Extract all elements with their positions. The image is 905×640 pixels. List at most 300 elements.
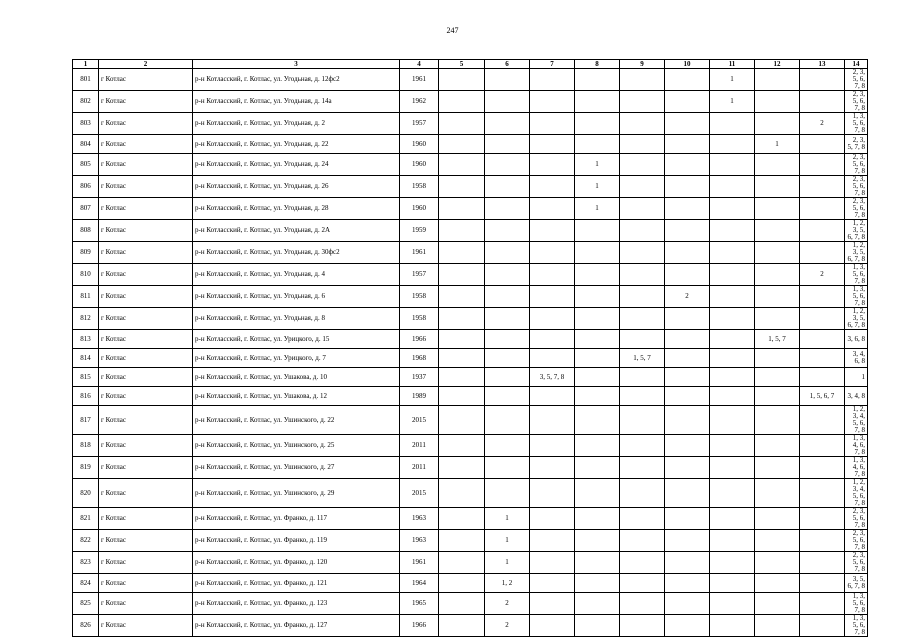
table-cell-col-7 xyxy=(530,176,575,198)
table-cell-col-12: 1 xyxy=(755,135,800,154)
table-cell-col-11 xyxy=(710,387,755,406)
table-cell-col-10 xyxy=(665,308,710,330)
table-cell-col-10 xyxy=(665,457,710,479)
table-cell-col-7 xyxy=(530,154,575,176)
table-cell-col-3: р-н Котласский, г. Котлас, ул. Франко, д. 119 xyxy=(193,530,400,552)
table-cell-col-1: 816 xyxy=(73,387,99,406)
table-cell-col-4: 1957 xyxy=(400,264,439,286)
column-header-11: 11 xyxy=(710,60,755,69)
table-cell-col-10 xyxy=(665,552,710,574)
table-cell-col-4: 1961 xyxy=(400,552,439,574)
table-cell-col-8 xyxy=(575,530,620,552)
table-cell-col-3: р-н Котласский, г. Котлас, ул. Угодьная, д. 8 xyxy=(193,308,400,330)
table-cell-col-3: р-н Котласский, г. Котлас, ул. Урицкого, д. 7 xyxy=(193,349,400,368)
table-cell-col-5 xyxy=(439,615,485,637)
table-cell-col-4: 1966 xyxy=(400,615,439,637)
table-cell-col-10 xyxy=(665,176,710,198)
table-cell-col-7 xyxy=(530,435,575,457)
table-cell-col-5 xyxy=(439,435,485,457)
table-row xyxy=(73,113,868,135)
table-row xyxy=(73,91,868,113)
table-cell-col-2: г Котлас xyxy=(99,242,193,264)
table-cell-col-9 xyxy=(620,615,665,637)
table-cell-col-10 xyxy=(665,530,710,552)
table-cell-col-1: 823 xyxy=(73,552,99,574)
table-cell-col-7 xyxy=(530,615,575,637)
table-cell-col-12 xyxy=(755,615,800,637)
table-row xyxy=(73,435,868,457)
table-cell-col-1: 804 xyxy=(73,135,99,154)
table-cell-col-9 xyxy=(620,457,665,479)
table-cell-col-14: 1, 3, 4, 6, 7, 8 xyxy=(845,457,868,479)
table-cell-col-13 xyxy=(800,530,845,552)
table-cell-col-10 xyxy=(665,69,710,91)
table-cell-col-1: 813 xyxy=(73,330,99,349)
table-cell-col-7 xyxy=(530,113,575,135)
table-cell-col-9 xyxy=(620,264,665,286)
table-cell-col-6 xyxy=(485,176,530,198)
table-cell-col-10: 2 xyxy=(665,286,710,308)
table-cell-col-3: р-н Котласский, г. Котлас, ул. Ушинского, д. 25 xyxy=(193,435,400,457)
table-cell-col-7 xyxy=(530,574,575,593)
table-row xyxy=(73,574,868,593)
table-cell-col-11 xyxy=(710,242,755,264)
table-cell-col-5 xyxy=(439,154,485,176)
table-cell-col-3: р-н Котласский, г. Котлас, ул. Франко, д. 120 xyxy=(193,552,400,574)
table-cell-col-14: 2, 3, 5, 6, 7, 8 xyxy=(845,91,868,113)
table-cell-col-7 xyxy=(530,457,575,479)
table-cell-col-2: г Котлас xyxy=(99,198,193,220)
table-cell-col-10 xyxy=(665,198,710,220)
table-cell-col-1: 805 xyxy=(73,154,99,176)
table-row xyxy=(73,457,868,479)
table-cell-col-6 xyxy=(485,198,530,220)
table-cell-col-3: р-н Котласский, г. Котлас, ул. Ушинского, д. 22 xyxy=(193,406,400,435)
table-cell-col-13 xyxy=(800,508,845,530)
table-row xyxy=(73,198,868,220)
column-header-7: 7 xyxy=(530,60,575,69)
column-header-9: 9 xyxy=(620,60,665,69)
table-cell-col-5 xyxy=(439,242,485,264)
table-cell-col-2: г Котлас xyxy=(99,349,193,368)
table-cell-col-13 xyxy=(800,198,845,220)
table-cell-col-1: 820 xyxy=(73,479,99,508)
table-cell-col-6 xyxy=(485,479,530,508)
table-cell-col-12 xyxy=(755,479,800,508)
table-cell-col-6 xyxy=(485,242,530,264)
table-cell-col-4: 1963 xyxy=(400,508,439,530)
table-cell-col-12 xyxy=(755,457,800,479)
table-cell-col-6 xyxy=(485,220,530,242)
table-cell-col-5 xyxy=(439,574,485,593)
table-cell-col-7 xyxy=(530,479,575,508)
table-row xyxy=(73,69,868,91)
table-cell-col-4: 1962 xyxy=(400,91,439,113)
table-row xyxy=(73,349,868,368)
table-cell-col-13 xyxy=(800,574,845,593)
table-cell-col-9: 1, 5, 7 xyxy=(620,349,665,368)
table-cell-col-7: 3, 5, 7, 8 xyxy=(530,368,575,387)
table-cell-col-9 xyxy=(620,220,665,242)
table-cell-col-3: р-н Котласский, г. Котлас, ул. Угодьная, д. 24 xyxy=(193,154,400,176)
table-cell-col-2: г Котлас xyxy=(99,552,193,574)
table-cell-col-11 xyxy=(710,286,755,308)
table-cell-col-7 xyxy=(530,91,575,113)
table-cell-col-6 xyxy=(485,264,530,286)
table-cell-col-13 xyxy=(800,479,845,508)
table-cell-col-2: г Котлас xyxy=(99,330,193,349)
column-header-14: 14 xyxy=(845,60,868,69)
table-cell-col-7 xyxy=(530,308,575,330)
table-cell-col-14: 1 xyxy=(845,368,868,387)
column-header-2: 2 xyxy=(99,60,193,69)
table-cell-col-8 xyxy=(575,387,620,406)
table-cell-col-5 xyxy=(439,91,485,113)
table-cell-col-12 xyxy=(755,242,800,264)
table-cell-col-11 xyxy=(710,220,755,242)
table-cell-col-1: 821 xyxy=(73,508,99,530)
table-row xyxy=(73,406,868,435)
table-cell-col-14: 1, 2, 3, 5, 6, 7, 8 xyxy=(845,308,868,330)
table-cell-col-14: 1, 2, 3, 5, 6, 7, 8 xyxy=(845,220,868,242)
table-cell-col-11 xyxy=(710,406,755,435)
table-cell-col-14: 1, 2, 3, 4, 5, 6, 7, 8 xyxy=(845,479,868,508)
table-cell-col-8 xyxy=(575,113,620,135)
table-cell-col-7 xyxy=(530,198,575,220)
table-cell-col-6: 1 xyxy=(485,530,530,552)
table-cell-col-8 xyxy=(575,286,620,308)
table-cell-col-3: р-н Котласский, г. Котлас, ул. Ушакова, д. 10 xyxy=(193,368,400,387)
table-cell-col-1: 825 xyxy=(73,593,99,615)
table-cell-col-8 xyxy=(575,457,620,479)
table-cell-col-6 xyxy=(485,406,530,435)
table-row xyxy=(73,308,868,330)
table-cell-col-3: р-н Котласский, г. Котлас, ул. Ушинского, д. 29 xyxy=(193,479,400,508)
table-cell-col-8 xyxy=(575,242,620,264)
table-cell-col-4: 1960 xyxy=(400,198,439,220)
table-cell-col-8 xyxy=(575,264,620,286)
table-cell-col-9 xyxy=(620,368,665,387)
table-cell-col-7 xyxy=(530,593,575,615)
table-cell-col-14: 1, 3, 5, 6, 7, 8 xyxy=(845,286,868,308)
table-cell-col-3: р-н Котласский, г. Котлас, ул. Угодьная, д. 4 xyxy=(193,264,400,286)
table-cell-col-12 xyxy=(755,552,800,574)
table-cell-col-13: 1, 5, 6, 7 xyxy=(800,387,845,406)
table-cell-col-12 xyxy=(755,530,800,552)
table-cell-col-3: р-н Котласский, г. Котлас, ул. Угодьная, д. 26 xyxy=(193,176,400,198)
table-cell-col-10 xyxy=(665,435,710,457)
table-cell-col-7 xyxy=(530,552,575,574)
table-cell-col-2: г Котлас xyxy=(99,457,193,479)
table-cell-col-12 xyxy=(755,198,800,220)
table-cell-col-14: 1, 3, 5, 6, 7, 8 xyxy=(845,113,868,135)
table-cell-col-11 xyxy=(710,154,755,176)
table-cell-col-1: 809 xyxy=(73,242,99,264)
table-cell-col-13 xyxy=(800,615,845,637)
table-cell-col-5 xyxy=(439,176,485,198)
table-cell-col-6 xyxy=(485,91,530,113)
table-cell-col-8 xyxy=(575,330,620,349)
table-cell-col-10 xyxy=(665,368,710,387)
table-cell-col-6 xyxy=(485,135,530,154)
table-cell-col-8 xyxy=(575,349,620,368)
table-cell-col-2: г Котлас xyxy=(99,593,193,615)
table-cell-col-3: р-н Котласский, г. Котлас, ул. Угодьная, д. 28 xyxy=(193,198,400,220)
table-row xyxy=(73,615,868,637)
table-cell-col-9 xyxy=(620,286,665,308)
table-cell-col-12 xyxy=(755,176,800,198)
table-cell-col-2: г Котлас xyxy=(99,508,193,530)
table-cell-col-2: г Котлас xyxy=(99,113,193,135)
table-cell-col-8 xyxy=(575,593,620,615)
table-cell-col-4: 1958 xyxy=(400,308,439,330)
table-cell-col-13 xyxy=(800,406,845,435)
table-cell-col-13 xyxy=(800,69,845,91)
table-cell-col-13 xyxy=(800,457,845,479)
table-cell-col-2: г Котлас xyxy=(99,530,193,552)
table-cell-col-9 xyxy=(620,530,665,552)
table-cell-col-5 xyxy=(439,330,485,349)
table-cell-col-11 xyxy=(710,176,755,198)
column-header-10: 10 xyxy=(665,60,710,69)
table-cell-col-8: 1 xyxy=(575,198,620,220)
table-cell-col-9 xyxy=(620,198,665,220)
table-cell-col-7 xyxy=(530,264,575,286)
table-cell-col-1: 817 xyxy=(73,406,99,435)
table-cell-col-11 xyxy=(710,593,755,615)
table-cell-col-4: 1964 xyxy=(400,574,439,593)
table-cell-col-14: 2, 3, 5, 6, 7, 8 xyxy=(845,176,868,198)
table-cell-col-8 xyxy=(575,91,620,113)
table-cell-col-7 xyxy=(530,349,575,368)
table-cell-col-14: 1, 2, 3, 5, 6, 7, 8 xyxy=(845,242,868,264)
table-cell-col-2: г Котлас xyxy=(99,286,193,308)
table-cell-col-2: г Котлас xyxy=(99,574,193,593)
table-cell-col-1: 814 xyxy=(73,349,99,368)
table-cell-col-13 xyxy=(800,308,845,330)
table-cell-col-6 xyxy=(485,368,530,387)
table-cell-col-9 xyxy=(620,135,665,154)
table-cell-col-1: 808 xyxy=(73,220,99,242)
table-cell-col-4: 1960 xyxy=(400,154,439,176)
table-cell-col-1: 811 xyxy=(73,286,99,308)
table-cell-col-1: 824 xyxy=(73,574,99,593)
table-cell-col-5 xyxy=(439,530,485,552)
table-cell-col-11 xyxy=(710,368,755,387)
table-cell-col-2: г Котлас xyxy=(99,176,193,198)
table-cell-col-13 xyxy=(800,330,845,349)
table-cell-col-2: г Котлас xyxy=(99,91,193,113)
table-cell-col-6 xyxy=(485,113,530,135)
table-cell-col-12 xyxy=(755,406,800,435)
table-row xyxy=(73,135,868,154)
table-cell-col-1: 802 xyxy=(73,91,99,113)
table-cell-col-12 xyxy=(755,308,800,330)
table-cell-col-9 xyxy=(620,479,665,508)
table-cell-col-6: 1 xyxy=(485,552,530,574)
table-cell-col-10 xyxy=(665,406,710,435)
table-cell-col-8 xyxy=(575,435,620,457)
table-cell-col-4: 1989 xyxy=(400,387,439,406)
table-row xyxy=(73,508,868,530)
table-cell-col-3: р-н Котласский, г. Котлас, ул. Франко, д. 127 xyxy=(193,615,400,637)
table-cell-col-11 xyxy=(710,264,755,286)
table-row xyxy=(73,330,868,349)
table-cell-col-10 xyxy=(665,479,710,508)
table-cell-col-10 xyxy=(665,387,710,406)
table-header-row xyxy=(73,60,868,69)
table-cell-col-6 xyxy=(485,435,530,457)
table-cell-col-9 xyxy=(620,593,665,615)
table-row xyxy=(73,286,868,308)
table-cell-col-14: 3, 4, 8 xyxy=(845,387,868,406)
table-cell-col-11 xyxy=(710,530,755,552)
table-row xyxy=(73,154,868,176)
table-cell-col-14: 2, 3, 5, 6, 7, 8 xyxy=(845,530,868,552)
table-cell-col-14: 3, 6, 8 xyxy=(845,330,868,349)
table-cell-col-13 xyxy=(800,593,845,615)
table-cell-col-8 xyxy=(575,615,620,637)
table-cell-col-10 xyxy=(665,349,710,368)
table-cell-col-5 xyxy=(439,552,485,574)
table-cell-col-3: р-н Котласский, г. Котлас, ул. Ушинского, д. 27 xyxy=(193,457,400,479)
table-cell-col-8: 1 xyxy=(575,154,620,176)
table-cell-col-7 xyxy=(530,242,575,264)
table-cell-col-8 xyxy=(575,479,620,508)
table-cell-col-9 xyxy=(620,435,665,457)
table-cell-col-2: г Котлас xyxy=(99,135,193,154)
table-cell-col-4: 1963 xyxy=(400,530,439,552)
table-cell-col-6: 1, 2 xyxy=(485,574,530,593)
table-cell-col-12 xyxy=(755,69,800,91)
table-body xyxy=(73,69,868,637)
table-cell-col-6: 1 xyxy=(485,508,530,530)
table-cell-col-11 xyxy=(710,615,755,637)
table-cell-col-4: 1959 xyxy=(400,220,439,242)
table-cell-col-14: 3, 4, 6, 8 xyxy=(845,349,868,368)
table-row xyxy=(73,479,868,508)
table-row xyxy=(73,387,868,406)
table-row xyxy=(73,264,868,286)
table-cell-col-13 xyxy=(800,286,845,308)
table-cell-col-12 xyxy=(755,508,800,530)
table-cell-col-5 xyxy=(439,457,485,479)
table-cell-col-4: 1958 xyxy=(400,286,439,308)
table-cell-col-14: 2, 3, 5, 6, 7, 8 xyxy=(845,69,868,91)
table-cell-col-2: г Котлас xyxy=(99,479,193,508)
table-cell-col-10 xyxy=(665,264,710,286)
table-cell-col-3: р-н Котласский, г. Котлас, ул. Угодьная, д. 2А xyxy=(193,220,400,242)
table-cell-col-2: г Котлас xyxy=(99,615,193,637)
table-cell-col-11: 1 xyxy=(710,69,755,91)
table-cell-col-4: 1937 xyxy=(400,368,439,387)
table-cell-col-14: 2, 3, 5, 6, 7, 8 xyxy=(845,154,868,176)
table-cell-col-5 xyxy=(439,198,485,220)
table-cell-col-1: 818 xyxy=(73,435,99,457)
table-cell-col-5 xyxy=(439,69,485,91)
table-cell-col-12 xyxy=(755,574,800,593)
table-cell-col-4: 2011 xyxy=(400,457,439,479)
table-cell-col-8 xyxy=(575,368,620,387)
table-cell-col-13 xyxy=(800,552,845,574)
table-cell-col-4: 1961 xyxy=(400,242,439,264)
table-cell-col-8 xyxy=(575,406,620,435)
table-cell-col-7 xyxy=(530,220,575,242)
table-cell-col-5 xyxy=(439,135,485,154)
table-row xyxy=(73,368,868,387)
table-cell-col-10 xyxy=(665,242,710,264)
table-cell-col-10 xyxy=(665,220,710,242)
table-cell-col-14: 1, 3, 5, 6, 7, 8 xyxy=(845,615,868,637)
table-cell-col-5 xyxy=(439,406,485,435)
table-cell-col-9 xyxy=(620,91,665,113)
table-cell-col-8 xyxy=(575,508,620,530)
table-cell-col-14: 1, 2, 3, 4, 5, 6, 7, 8 xyxy=(845,406,868,435)
table-cell-col-8 xyxy=(575,308,620,330)
table-cell-col-14: 1, 3, 5, 6, 7, 8 xyxy=(845,593,868,615)
table-cell-col-2: г Котлас xyxy=(99,220,193,242)
table-cell-col-12 xyxy=(755,368,800,387)
table-cell-col-13 xyxy=(800,135,845,154)
column-header-5: 5 xyxy=(439,60,485,69)
table-cell-col-10 xyxy=(665,330,710,349)
table-cell-col-11 xyxy=(710,574,755,593)
table-cell-col-2: г Котлас xyxy=(99,387,193,406)
table-cell-col-10 xyxy=(665,135,710,154)
table-cell-col-10 xyxy=(665,615,710,637)
table-cell-col-13 xyxy=(800,91,845,113)
table-cell-col-13: 2 xyxy=(800,264,845,286)
table-cell-col-9 xyxy=(620,69,665,91)
table-cell-col-5 xyxy=(439,220,485,242)
table-cell-col-10 xyxy=(665,91,710,113)
table-cell-col-3: р-н Котласский, г. Котлас, ул. Угодьная, д. 30фс2 xyxy=(193,242,400,264)
table-cell-col-14: 3, 5, 6, 7, 8 xyxy=(845,574,868,593)
table-cell-col-14: 2, 3, 5, 7, 8 xyxy=(845,135,868,154)
table-cell-col-3: р-н Котласский, г. Котлас, ул. Угодьная, д. 2 xyxy=(193,113,400,135)
table-cell-col-1: 810 xyxy=(73,264,99,286)
table-cell-col-12 xyxy=(755,91,800,113)
table-cell-col-8 xyxy=(575,220,620,242)
table-cell-col-1: 812 xyxy=(73,308,99,330)
table-cell-col-4: 1958 xyxy=(400,176,439,198)
table-cell-col-5 xyxy=(439,508,485,530)
table-cell-col-7 xyxy=(530,330,575,349)
table-cell-col-13 xyxy=(800,368,845,387)
table-cell-col-5 xyxy=(439,368,485,387)
table-cell-col-13 xyxy=(800,220,845,242)
table-cell-col-13 xyxy=(800,349,845,368)
table-cell-col-3: р-н Котласский, г. Котлас, ул. Франко, д. 117 xyxy=(193,508,400,530)
table-cell-col-12 xyxy=(755,264,800,286)
table-cell-col-9 xyxy=(620,406,665,435)
table-cell-col-6 xyxy=(485,349,530,368)
table-cell-col-1: 807 xyxy=(73,198,99,220)
table-cell-col-14: 2, 3, 5, 6, 7, 8 xyxy=(845,508,868,530)
table-cell-col-10 xyxy=(665,574,710,593)
table-cell-col-7 xyxy=(530,406,575,435)
table-cell-col-3: р-н Котласский, г. Котлас, ул. Угодьная, д. 12фс2 xyxy=(193,69,400,91)
table-cell-col-8 xyxy=(575,552,620,574)
table-cell-col-8 xyxy=(575,574,620,593)
table-cell-col-7 xyxy=(530,69,575,91)
table-cell-col-11 xyxy=(710,435,755,457)
table-cell-col-14: 2, 3, 5, 6, 7, 8 xyxy=(845,552,868,574)
table-cell-col-7 xyxy=(530,387,575,406)
table-cell-col-13 xyxy=(800,435,845,457)
table-cell-col-11: 1 xyxy=(710,91,755,113)
table-cell-col-1: 815 xyxy=(73,368,99,387)
